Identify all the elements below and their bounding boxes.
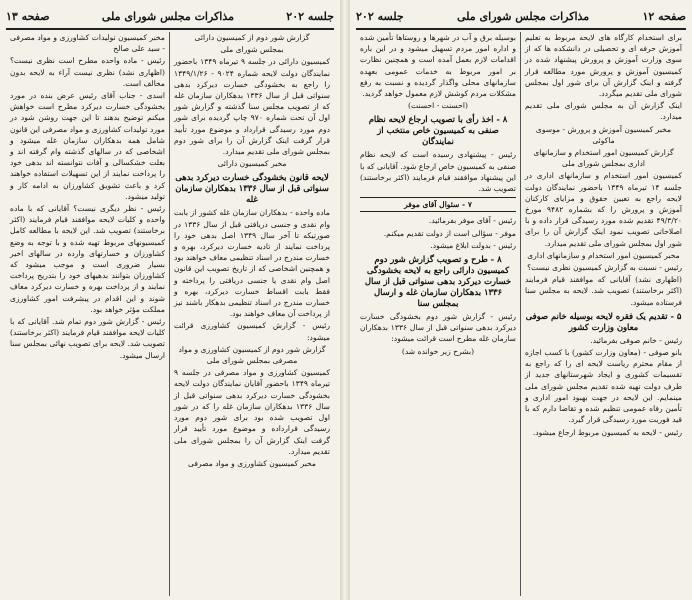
- paragraph: مخبر کمیسیون کشاورزی و مواد مصرفی: [188, 458, 316, 468]
- paragraph: موفر - سؤالی است از دولت تقدیم میکنم.: [383, 228, 516, 238]
- paragraph: ماده واحده - بدهکاران سازمان غله کشور از بابت وام نقدی و جنسی دریافتی قبل از سال ۱۳۳۶ در صورتیکه تا آخر سال ۱۳۴۹ اصل بدهی خود را پرداخت نمایند از تادیه خسارت دیرکرد، بهره و خسارت مندرج در اسناد تنظیمی معاف خواهند بود و همچنین اشخاصی که از تاریخ تصویب این قانون اصل وام نقدی یا جنسی دریافتی را پرداخته و فقط بابت اقساط خسارت دیرکرد، بهره و خسارت مندرج در اسناد تنظیمی بدهکار باشند نیز از پرداخت آن معاف خواهند بود.: [174, 208, 330, 319]
- paragraph: بوسیله برق و آب در شهرها و روستاها تأمین شده و اداره امور مردم تسهیل میشود و در این باره اقدامات لازم بعمل آمده است و همچنین نظارت بر امور مربوط به خدمات عمومی بعهده سازمانهای محلی واگذار گردیده و نسبت به رفع مشکلات مردم کوشش لازم معمول خواهد گردید.: [360, 33, 516, 99]
- left-page-right-column: [170, 32, 334, 596]
- paragraph: رئیس - گزارش شور دوم تمام شد. آقایانی که با کلیات لایحه موافقند قیام فرمایند (اکثر برخاستند) تصویب شد. لایحه برای تصویب نهائی بمجلس سنا ارسال میشود.: [10, 317, 165, 360]
- paragraph: برای استخدام کارگاه های لایحه مربوط به تعلیم آموزش حرفه ای و تحصیلی در دانشکده ها که از سوی وزارت آموزش و پرورش پیشنهاد شده در کمیسیون آموزش و پرورش مورد مطالعه قرار گرفته و اینک گزارش آن برای شور اول بمجلس شورای ملی تقدیم میگردد.: [525, 33, 682, 99]
- left-page-left-column: [6, 32, 170, 596]
- paragraph: رئیس - پیشنهادی رسیده است که لایحه نظام صنفی به کمیسیون خاص ارجاع شود. آقایانی که با این پیشنهاد موافقند قیام فرمایند (اکثر برخاستند) تصویب شد.: [360, 150, 516, 194]
- right-page-header: [356, 4, 686, 30]
- paragraph: (اظهاری نشد) آقایانی که موافقند قیام فرمایند (اکثر برخاستند) تصویب شد. لایحه به مجلس سنا فرستاده میشود.: [525, 275, 682, 307]
- paragraph: رئیس - نظر دیگری نیست؟ آقایانی که با ماده واحده و کلیات لایحه موافقند قیام فرمایند (اکثر برخاستند) تصویب شد. این لایحه با مطالعه کامل کمیسیونهای مربوط تهیه شده و با توجه به وضع کشاورزان و خسارتهای وارده در سالهای اخیر بسیار ضروری است و موجب میشود که کشاورزان بتوانند بدهیهای خود را بتدریج پرداخت نمایند و از پرداخت بهره و خسارت دیرکرد معاف شوند و این اقدام در پیشرفت امور کشاورزی مملکت مؤثر خواهد بود.: [10, 204, 165, 314]
- paragraph: رئیس - نسبت به گزارش کمیسیون نظری نیست؟: [527, 263, 682, 273]
- paragraph: رئیس - بدولت ابلاغ میشود.: [430, 240, 516, 250]
- right-page-left-column: [356, 32, 521, 596]
- right-page-session: جلسه ۲۰۲: [356, 9, 404, 23]
- paragraph: کمیسیون کشاورزی و مواد مصرفی در جلسه ۹ تیرماه ۱۳۴۹ باحضور آقایان نمایندگان دولت لایحه بخشودگی خسارت دیرکرد بدهی سنواتی قبل از سال ۱۳۳۶ بدهکاران سازمان غله را که در شور اول تصویب شده بود برای شور دوم مورد رسیدگی قرارداده و موضوع مورد تأیید قرار گرفت اینک گزارش آن را بمجلس شورای ملی تقدیم میدارد.: [174, 368, 331, 456]
- paragraph: گزارش کمیسیون امور استخدام و سازمانهای اداری بمجلس شورای ملی: [533, 148, 674, 169]
- section-heading: ۸ - اخذ رأی با تصویب ارجاع لایحه نظام صنفی به کمیسیون خاص منتخب از نمایندگان: [368, 114, 508, 147]
- paragraph: (بشرح زیر خوانده شد): [401, 346, 475, 356]
- left-page-header: [6, 4, 334, 30]
- left-page-number: صفحه ۱۳: [6, 9, 50, 23]
- left-page-title: مذاکرات مجلس شورای ملی: [101, 9, 235, 23]
- section-heading: ۵ - تقدیم یک فقره لایحه بوسیله خانم صوفی معاون وزارت کشور: [525, 310, 682, 332]
- paragraph: رئیس - لایحه به کمیسیون مربوط ارجاع میشود.: [532, 427, 682, 437]
- paragraph: بانو صوفی - (معاون وزارت کشور) با کسب اجازه از مقام محترم ریاست لایحه ای را که راجع به تقسیمات کشوری و ایجاد شهرستانهای جدید از طرف دولت تهیه شده تقدیم مجلس شورای ملی مینمایم. این لایحه در جهت بهبود امور اداری و تأمین رفاه عمومی تنظیم شده و تقاضا دارم که با قید فوریت مورد رسیدگی قرار گیرد.: [525, 348, 682, 425]
- paragraph: (احسنت - احسنت): [408, 101, 468, 111]
- paragraph: اینک گزارش آن به مجلس شورای ملی تقدیم میدارد.: [525, 101, 682, 122]
- paragraph: مخبر کمیسیون آموزش و پرورش - موسوی ماکوئی: [535, 124, 672, 145]
- left-page-columns: [6, 32, 334, 596]
- paragraph: اسدی - جناب آقای رئیس عرض بنده در مورد بخشودگی خسارت دیرکرد مطرح است خواهش میکنم توضیح بدهند تا این جهت روشن شود در مورد تولیدات کشاورزی و مواد مصرفی این قانون شامل همه بدهکاران سازمان غله میشود و اشخاصی که در سالهای گذشته وام گرفته اند و بعلت خشکسالی و آفات نتوانسته اند بدهی خود را پرداخت نمایند از این تسهیلات استفاده خواهند کرد و باعث تشویق کشاورزان به ادامه کار و تولید میشود.: [10, 91, 165, 201]
- paragraph: گزارش شور دوم از کمیسیون دارائی: [194, 33, 310, 42]
- paragraph: کمیسیون امور استخدام و سازمانهای اداری در جلسه ۱۴ تیرماه ۱۳۴۹ باحضور نمایندگان دولت لایحه راجع به تعیین حقوق و مزایای کارکنان آموزش و پرورش را که بشماره ۹۴۸۲ مورخ ۴۹/۳/۲۰ تقدیم شده مورد رسیدگی قرار داده و با اصلاحاتی تصویب نمود اینک گزارش آن را برای شور اول بمجلس شورای ملی تقدیم میدارد.: [525, 171, 682, 248]
- paragraph: رئیس - آقای موفر بفرمائید.: [428, 216, 516, 226]
- paragraph: مخبر کمیسیون دارائی: [217, 159, 287, 169]
- paragraph: بمجلس شورای ملی: [220, 45, 284, 55]
- section-heading: ۷ - سئوال آقای موفر: [360, 197, 516, 212]
- book-gutter: [340, 0, 350, 600]
- section-heading: ۸ - طرح و تصویب گزارش شور دوم کمیسیون دارائی راجع به لایحه بخشودگی خسارت دیرکرد بدهی سنواتی قبل از سال ۱۳۳۶ بدهکاران سازمان غله و ارسال بمجلس سنا: [364, 254, 512, 309]
- paragraph: مخبر کمیسیون امور استخدام و سازمانهای اداری: [527, 250, 680, 260]
- right-page-number: صفحه ۱۲: [642, 9, 686, 23]
- left-page-session: جلسه ۲۰۲: [286, 9, 334, 23]
- left-page: [0, 0, 340, 600]
- paragraph: رئیس - ماده واحده مطرح است نظری نیست؟ (اظهاری نشد) نظری نیست آراء به لایحه بدون مخالف است.: [10, 56, 165, 88]
- paragraph: گزارش شور دوم از کمیسیون کشاورزی و مواد مصرفی بمجلس شورای ملی: [178, 344, 326, 366]
- right-page: [350, 0, 692, 600]
- paragraph: کمیسیون دارائی در جلسه ۹ تیرماه ۱۳۴۹ باحضور نمایندگان دولت لایحه شماره ۹۰۲۴ - ۱۳۴۹/۱/۲۶ را راجع به بخشودگی خسارت دیرکرد بدهی سنواتی قبل از سال ۱۳۳۶ بدهکاران سازمان غله که از تصویب مجلس سنا گذشته و گزارش شور اول آن تحت شماره ۹۷۰ چاپ گردیده برای شور دوم مورد رسیدگی قرارداد و موضوع مورد تأیید قرار گرفت اینک گزارش آن را برای شور دوم بمجلس شورای ملی تقدیم میدارد.: [174, 57, 330, 157]
- paragraph: مخبر کمیسیون تولیدات کشاورزی و مواد مصرفی - سید علی صالح: [10, 33, 165, 54]
- paragraph: رئیس - خانم صوفی بفرمائید.: [590, 335, 682, 345]
- right-page-title: مذاکرات مجلس شورای ملی: [457, 9, 590, 23]
- right-page-columns: [356, 32, 686, 596]
- paragraph: رئیس - گزارش کمیسیون کشاورزی قرائت میشود:: [174, 321, 330, 342]
- paragraph: رئیس - گزارش شور دوم بخشودگی خسارت دیرکرد بدهی سنواتی قبل از سال ۱۳۳۶ بدهکاران سازمان غله مطرح است قرائت میشود:: [360, 312, 517, 344]
- right-page-right-column: [521, 32, 686, 596]
- section-heading: لایحه قانون بخشودگی خسارت دیرکرد بدهی سنواتی قبل از سال ۱۳۳۶ بدهکاران سازمان غله: [175, 172, 329, 205]
